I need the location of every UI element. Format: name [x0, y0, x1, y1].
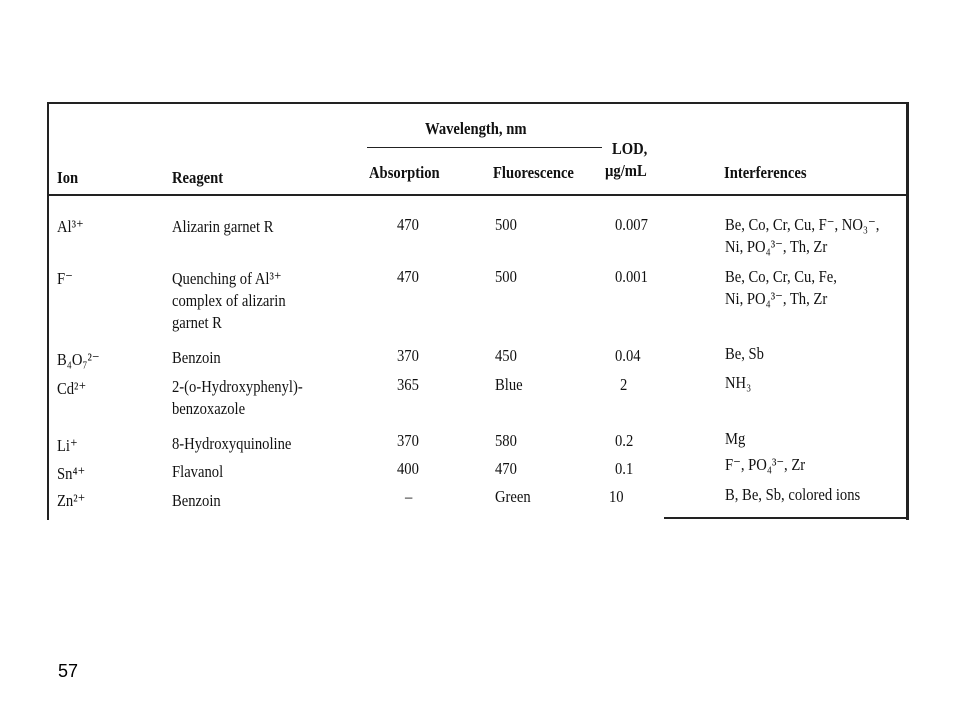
row-5-lod: 0.1 [615, 459, 634, 478]
header-reagent: Reagent [172, 168, 224, 187]
row-5-absorption: 400 [397, 459, 419, 478]
row-1-ion: F⁻ [57, 269, 73, 288]
row-3-ion: Cd²⁺ [57, 379, 87, 398]
row-3-reagent-line2: benzoxazole [172, 399, 246, 418]
row-3-lod: 2 [620, 375, 628, 394]
row-0-reagent: Alizarin garnet R [172, 217, 274, 236]
row-3-interferences: NH₃ [725, 373, 752, 392]
row-2-reagent: Benzoin [172, 348, 221, 367]
row-1-absorption: 470 [397, 267, 419, 286]
row-6-interferences: B, Be, Sb, colored ions [725, 485, 861, 504]
header-rule [47, 194, 909, 196]
row-4-absorption: 370 [397, 431, 419, 450]
row-5-reagent: Flavanol [172, 462, 224, 481]
row-1-reagent-line3: garnet R [172, 313, 222, 332]
row-1-reagent-line2: complex of alizarin [172, 291, 286, 310]
page-number: 57 [58, 661, 79, 681]
header-lod-line2: µg/mL [605, 161, 647, 180]
row-3-reagent-line1: 2-(o-Hydroxyphenyl)- [172, 377, 303, 396]
row-1-lod: 0.001 [615, 267, 648, 286]
header-wavelength: Wavelength, nm [425, 119, 527, 138]
header-lod-line1: LOD, [612, 139, 648, 158]
row-4-ion: Li⁺ [57, 436, 78, 455]
row-1-fluorescence: 500 [495, 267, 517, 286]
row-6-reagent: Benzoin [172, 491, 221, 510]
row-5-fluorescence: 470 [495, 459, 517, 478]
row-0-ion: Al³⁺ [57, 217, 84, 236]
left-border [47, 102, 49, 520]
row-5-ion: Sn⁴⁺ [57, 464, 86, 483]
row-4-interferences: Mg [725, 429, 746, 448]
wavelength-rule [367, 147, 602, 148]
row-6-fluorescence: Green [495, 487, 531, 506]
row-6-lod: 10 [609, 487, 624, 506]
table-scan [47, 102, 909, 520]
header-interferences: Interferences [724, 163, 807, 182]
row-6-ion: Zn²⁺ [57, 491, 86, 510]
right-border [906, 102, 909, 520]
row-1-interferences-line1: Be, Co, Cr, Cu, Fe, [725, 267, 837, 286]
row-0-interferences-line2: Ni, PO₄³⁻, Th, Zr [725, 237, 828, 256]
header-ion: Ion [57, 168, 79, 187]
row-2-fluorescence: 450 [495, 346, 517, 365]
row-5-interferences: F⁻, PO₄³⁻, Zr [725, 455, 806, 474]
top-rule [47, 102, 909, 104]
header-absorption: Absorption [369, 163, 440, 182]
row-2-lod: 0.04 [615, 346, 641, 365]
row-0-lod: 0.007 [615, 215, 648, 234]
row-4-reagent: 8-Hydroxyquinoline [172, 434, 292, 453]
row-2-interferences: Be, Sb [725, 344, 764, 363]
header-fluorescence: Fluorescence [493, 163, 574, 182]
row-1-interferences-line2: Ni, PO₄³⁻, Th, Zr [725, 289, 828, 308]
row-2-ion: B₄O₇²⁻ [57, 350, 100, 369]
row-3-absorption: 365 [397, 375, 419, 394]
row-2-absorption: 370 [397, 346, 419, 365]
row-0-fluorescence: 500 [495, 215, 517, 234]
row-3-fluorescence: Blue [495, 375, 523, 394]
row-4-fluorescence: 580 [495, 431, 517, 450]
row-6-absorption: – [405, 487, 413, 506]
row-0-interferences-line1: Be, Co, Cr, Cu, F⁻, NO₃⁻, [725, 215, 880, 234]
row-0-absorption: 470 [397, 215, 419, 234]
bottom-rule [664, 517, 909, 519]
row-1-reagent-line1: Quenching of Al³⁺ [172, 269, 282, 288]
row-4-lod: 0.2 [615, 431, 634, 450]
